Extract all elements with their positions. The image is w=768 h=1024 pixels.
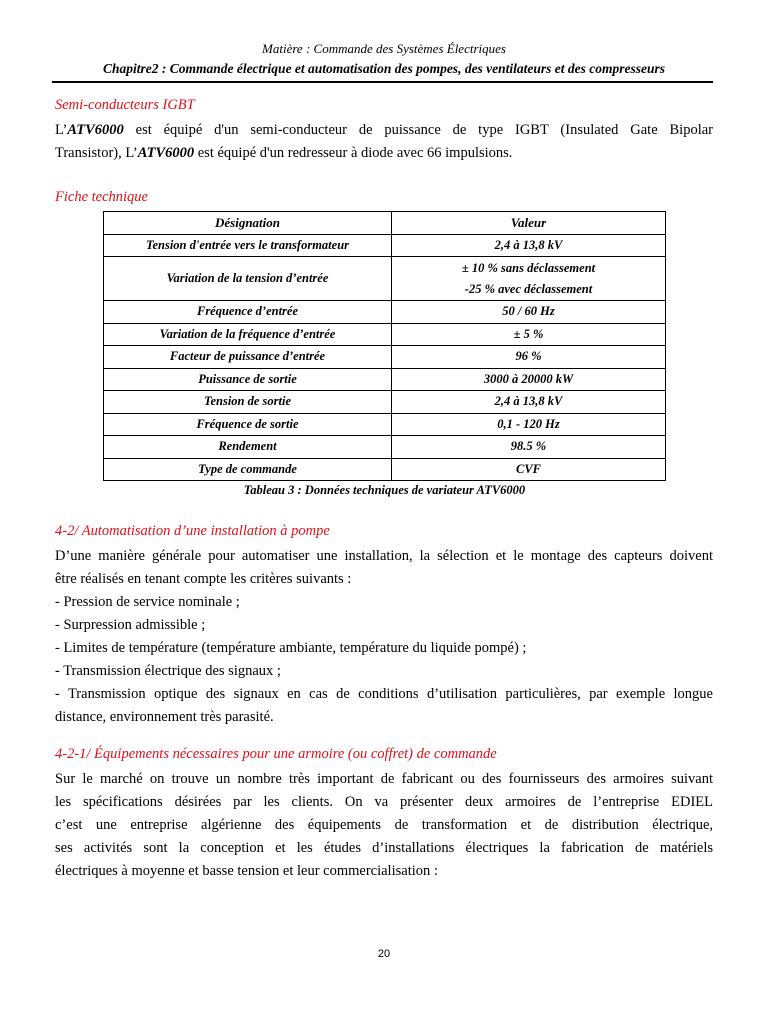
table-row xyxy=(104,436,666,459)
header-divider xyxy=(52,81,713,83)
paragraph-line: D’une manière générale pour automatiser une installation, la sélection et le montage des capteurs doivent xyxy=(55,548,713,564)
designation-cell: Fréquence d’entrée xyxy=(104,301,392,324)
designation-cell: Variation de la fréquence d’entrée xyxy=(104,323,392,346)
column-header-valeur: Valeur xyxy=(392,212,666,235)
header-chapter: Chapitre2 : Commande électrique et automatisation des pompes, des ventilateurs et des compresseurs xyxy=(102,61,666,76)
valeur-cell: 2,4 à 13,8 kV xyxy=(392,234,666,257)
table-row xyxy=(104,368,666,391)
table-row xyxy=(104,234,666,257)
model-name: ATV6000 xyxy=(67,122,124,138)
paragraph-line: ses activités sont la conception et les études d’installations électriques la fabrication de matériels xyxy=(55,840,713,856)
valeur-cell: 0,1 - 120 Hz xyxy=(392,413,666,436)
designation-cell: Fréquence de sortie xyxy=(104,413,392,436)
valeur-line: -25 % avec déclassement xyxy=(464,281,593,296)
valeur-cell: ± 5 % xyxy=(392,323,666,346)
list-item: - Surpression admissible ; xyxy=(55,617,206,633)
valeur-cell: 50 / 60 Hz xyxy=(392,301,666,324)
section-4-2-body xyxy=(55,545,713,729)
text-fragment: Transistor), L’ xyxy=(55,145,138,161)
model-name: ATV6000 xyxy=(137,145,195,161)
designation-cell: Type de commande xyxy=(104,458,392,481)
valeur-cell: 98.5 % xyxy=(392,436,666,459)
designation-cell: Tension de sortie xyxy=(104,391,392,414)
section-title-4-2-1: 4-2-1/ Équipements nécessaires pour une armoire (ou coffret) de commande xyxy=(55,746,497,762)
list-item: - Limites de température (température ambiante, température du liquide pompé) ; xyxy=(55,640,527,656)
table-row xyxy=(104,346,666,369)
text-fragment: L’ xyxy=(55,122,68,138)
section-4-2-1-body xyxy=(55,768,713,883)
list-item: - Transmission optique des signaux en cas de conditions d’utilisation particulières, par exemple longue xyxy=(55,686,713,702)
valeur-cell: 2,4 à 13,8 kV xyxy=(392,391,666,414)
valeur-cell: 96 % xyxy=(392,346,666,369)
valeur-line: ± 10 % sans déclassement xyxy=(461,260,596,275)
section-title-4-2: 4-2/ Automatisation d’une installation à pompe xyxy=(55,523,330,539)
table-row xyxy=(104,257,666,301)
paragraph-line: être réalisés en tenant compte les critères suivants : xyxy=(55,571,352,587)
list-item: - Pression de service nominale ; xyxy=(55,594,240,610)
paragraph-line: les spécifications désirées par les clients. On va présenter deux armoires de l’entreprise EDIEL xyxy=(55,794,713,810)
table-row xyxy=(104,391,666,414)
table-row xyxy=(104,323,666,346)
designation-cell: Puissance de sortie xyxy=(104,368,392,391)
paragraph-line: Sur le marché on trouve un nombre très important de fabricant ou des fournisseurs des armoires suivant xyxy=(55,771,713,787)
table-caption: Tableau 3 : Données techniques de variateur ATV6000 xyxy=(243,483,526,497)
paragraph-line: électriques à moyenne et basse tension et leur commercialisation : xyxy=(55,863,438,879)
valeur-cell: CVF xyxy=(392,458,666,481)
spec-table xyxy=(103,211,666,481)
table-row xyxy=(104,458,666,481)
valeur-cell xyxy=(392,257,666,301)
text-fragment: est équipé d'un redresseur à diode avec 66 impulsions. xyxy=(194,145,513,161)
designation-cell: Rendement xyxy=(104,436,392,459)
table-row xyxy=(104,301,666,324)
valeur-cell: 3000 à 20000 kW xyxy=(392,368,666,391)
igbt-line-2 xyxy=(55,142,713,165)
igbt-paragraph xyxy=(55,119,713,165)
header-subject: Matière : Commande des Systèmes Électriques xyxy=(262,41,506,56)
igbt-line-1 xyxy=(55,119,713,142)
list-item-continuation: distance, environnement très parasité. xyxy=(55,709,274,725)
table-header-row xyxy=(104,212,666,235)
section-title-fiche: Fiche technique xyxy=(55,189,148,205)
column-header-designation: Désignation xyxy=(104,212,392,235)
section-title-igbt: Semi-conducteurs IGBT xyxy=(55,97,195,113)
paragraph-line: c’est une entreprise algérienne des équipements de transformation et de distribution électrique, xyxy=(55,817,713,833)
list-item: - Transmission électrique des signaux ; xyxy=(55,663,281,679)
page-number: 20 xyxy=(377,948,391,960)
designation-cell: Facteur de puissance d’entrée xyxy=(104,346,392,369)
designation-cell: Tension d'entrée vers le transformateur xyxy=(104,234,392,257)
text-fragment: est équipé d'un semi-conducteur de puissance de type IGBT (Insulated Gate Bipolar xyxy=(123,122,713,138)
designation-cell: Variation de la tension d’entrée xyxy=(104,257,392,301)
table-row xyxy=(104,413,666,436)
